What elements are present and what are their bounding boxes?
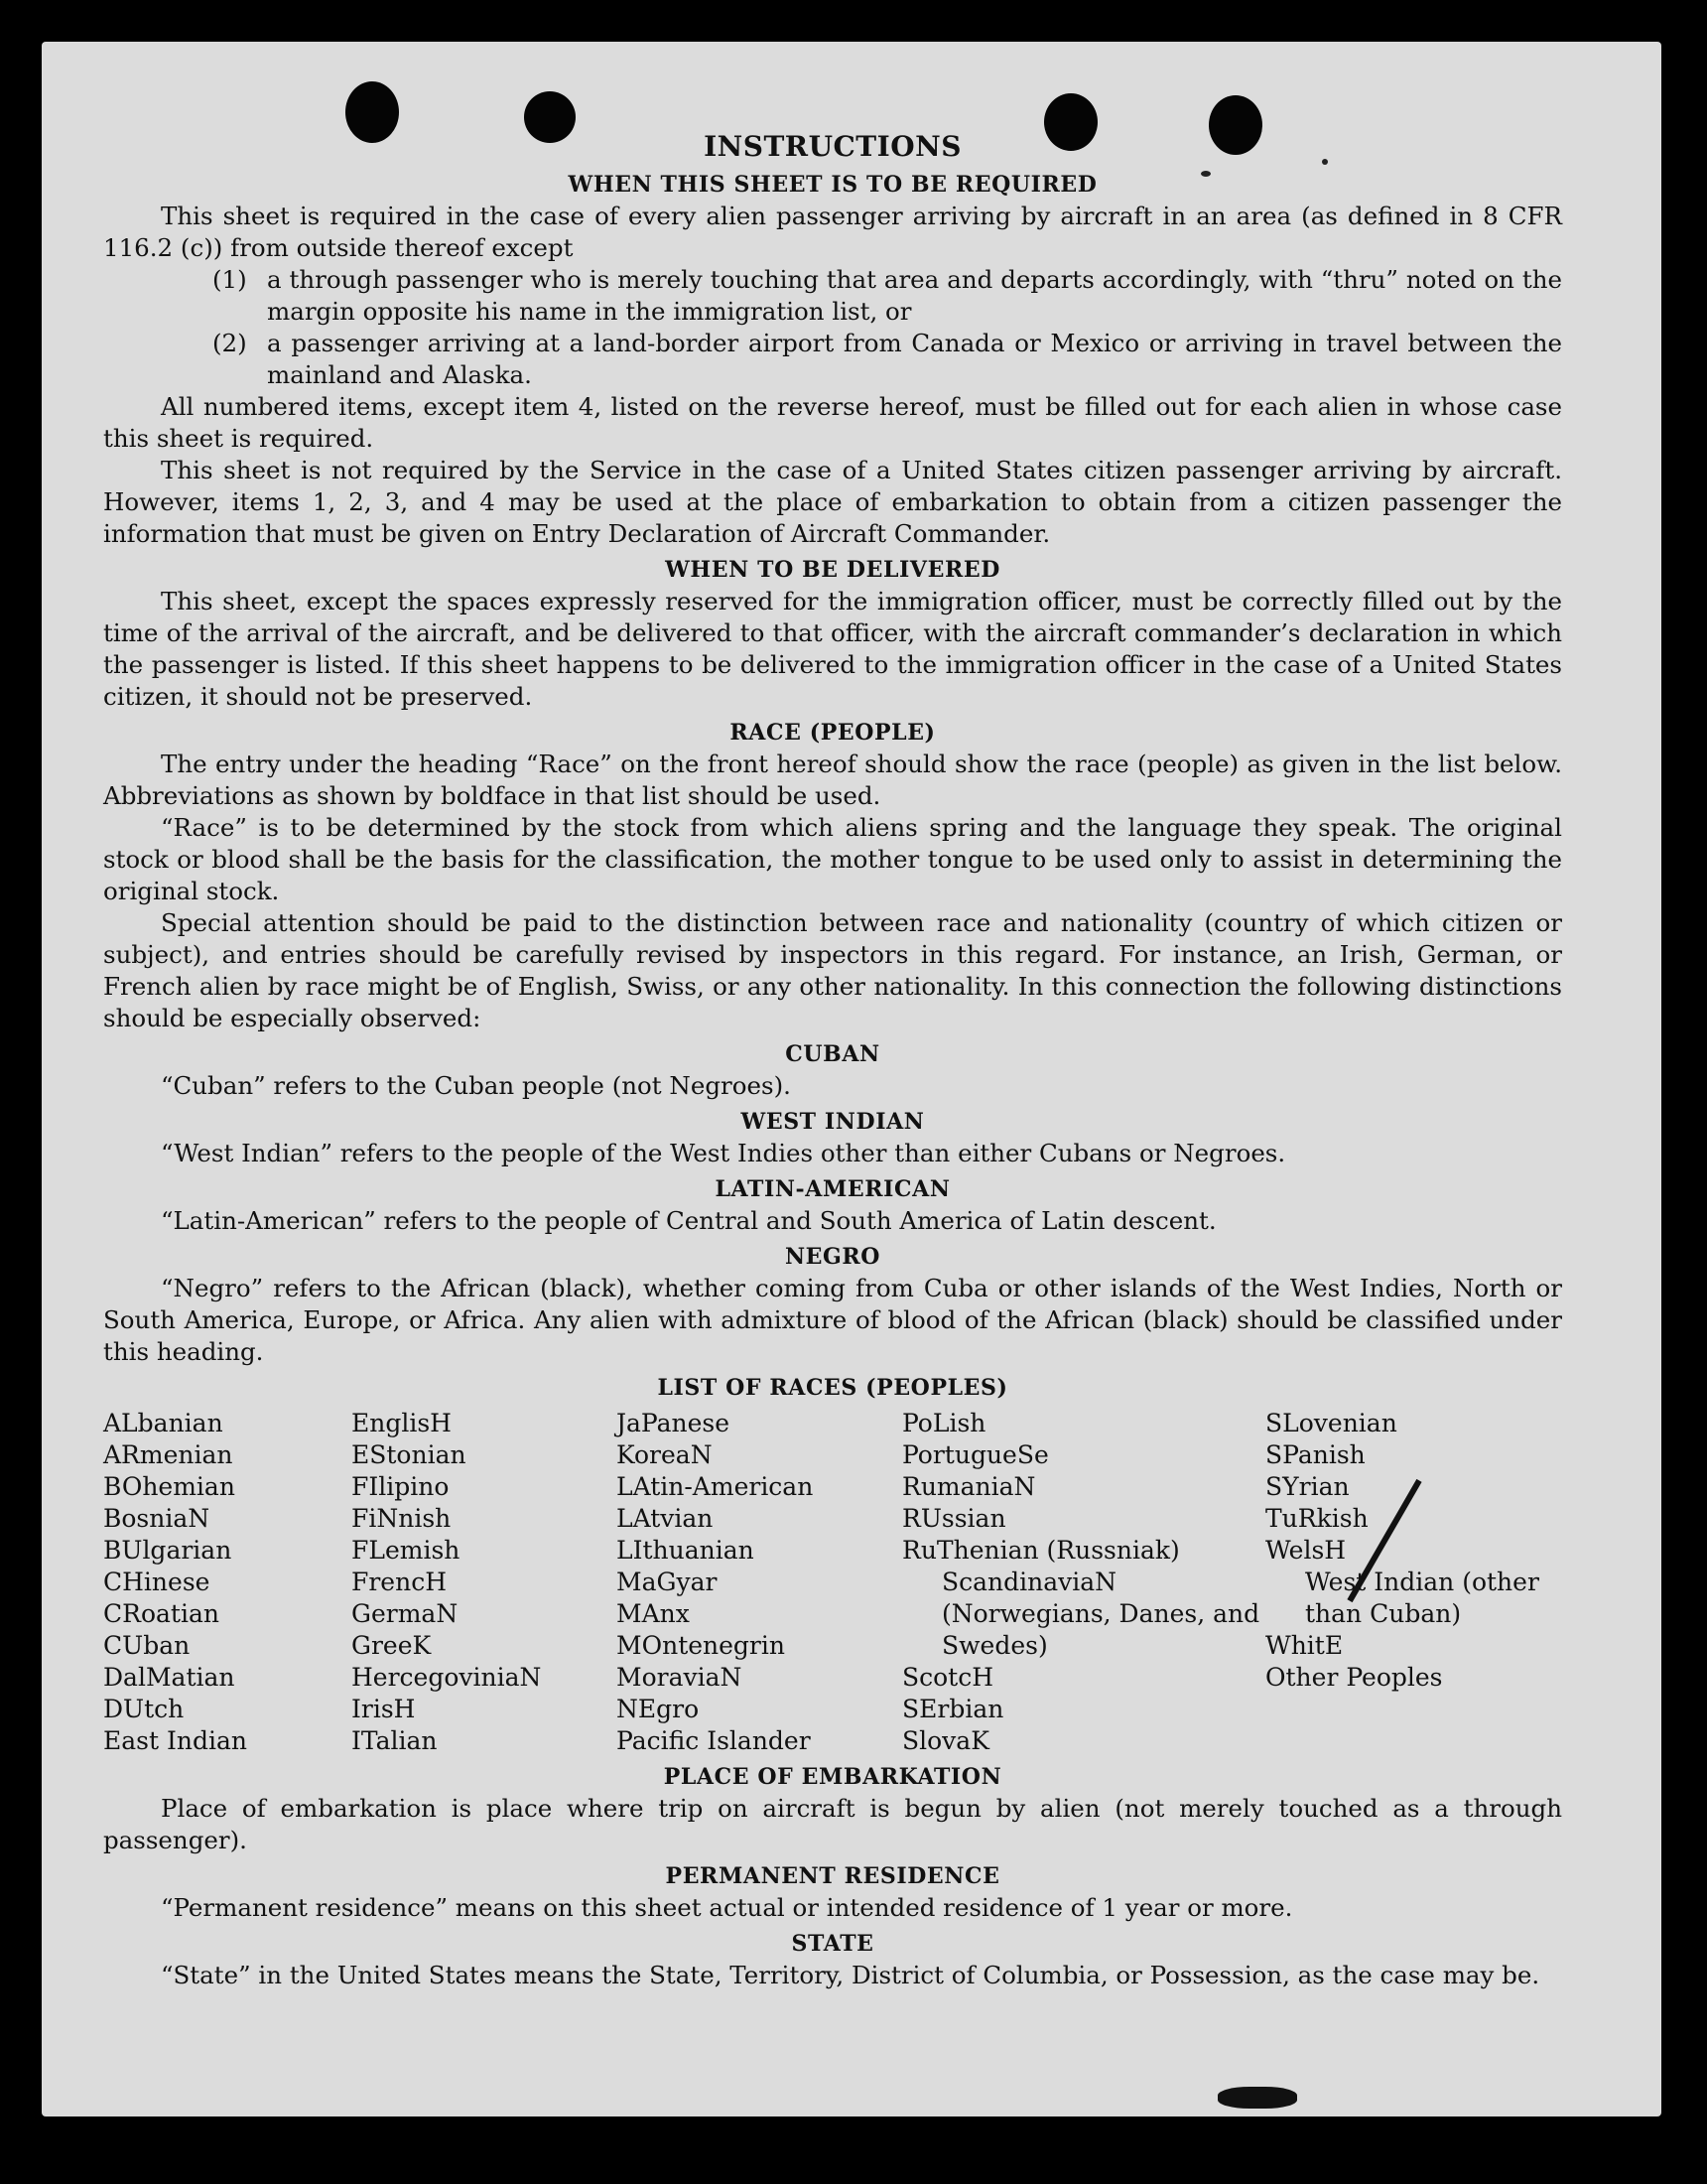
race-list-item: MAnx: [616, 1599, 690, 1628]
race-list-item: FiNnish: [351, 1504, 452, 1533]
race-list-item: LAtvian: [616, 1504, 714, 1533]
race-list: [103, 1408, 1562, 1757]
ink-blot: [1218, 2087, 1297, 2109]
race-list-item: WhitE: [1265, 1631, 1344, 1660]
race-list-item: GermaN: [351, 1599, 459, 1628]
race-list-item: WelsH: [1265, 1536, 1347, 1565]
paragraph: Place of embarkation is place where trip on aircraft is begun by alien (not merely touched as a through passenger).: [103, 1794, 1562, 1854]
paragraph: All numbered items, except item 4, listed on the reverse hereof, must be filled out for each alien in whose case this sheet is required.: [103, 392, 1562, 453]
list-item: (1) a through passenger who is merely touching that area and departs accordingly, with “thru” noted on the margin opposite his name in the immigration list, or: [212, 265, 1562, 326]
race-list-item: MOntenegrin: [616, 1631, 785, 1660]
section-heading-list-of-races: LIST OF RACES (PEOPLES): [657, 1375, 1008, 1401]
race-list-item: ALbanian: [103, 1409, 223, 1437]
race-list-item: BOhemian: [103, 1472, 235, 1501]
race-list-item: ITalian: [351, 1726, 438, 1755]
race-list-item: BosniaN: [103, 1504, 210, 1533]
race-list-item: FIlipino: [351, 1472, 450, 1501]
race-list-item: PoLish: [902, 1409, 986, 1437]
paragraph: “Permanent residence” means on this sheet actual or intended residence of 1 year or more.: [161, 1893, 1293, 1922]
section-heading-delivered: WHEN TO BE DELIVERED: [665, 557, 1000, 583]
race-list-item: GreeK: [351, 1631, 432, 1660]
section-heading-latin-american: LATIN-AMERICAN: [715, 1176, 951, 1202]
race-list-item: CRoatian: [103, 1599, 219, 1628]
race-list-item: East Indian: [103, 1726, 247, 1755]
section-heading-cuban: CUBAN: [785, 1041, 880, 1067]
paragraph: This sheet is required in the case of every alien passenger arriving by aircraft in an area (as defined in 8 CFR 116.2 (c)) from outside thereof except: [103, 202, 1562, 262]
race-list-item: LAtin-American: [616, 1472, 814, 1501]
race-list-item: ARmenian: [103, 1440, 233, 1469]
race-list-item: SLovenian: [1265, 1409, 1397, 1437]
race-list-item: KoreaN: [616, 1440, 713, 1469]
race-list-item: SPanish: [1265, 1440, 1366, 1469]
paragraph: “Latin-American” refers to the people of Central and South America of Latin descent.: [161, 1206, 1217, 1235]
race-list-item: SYrian: [1265, 1472, 1350, 1501]
race-list-item: MaGyar: [616, 1568, 718, 1596]
paragraph: “Negro” refers to the African (black), whether coming from Cuba or other islands of the West Indies, North or South America, Europe, or Africa. Any alien with admixture of blood of the African (black) should be classified under this heading.: [103, 1274, 1562, 1366]
paragraph: “State” in the United States means the State, Territory, District of Columbia, or Possession, as the case may be.: [161, 1961, 1540, 1989]
list-item: (2) a passenger arriving at a land-border airport from Canada or Mexico or arriving in travel between the mainland and Alaska.: [212, 329, 1562, 389]
page-title: INSTRUCTIONS: [704, 130, 962, 163]
instructions-content: [103, 129, 1562, 1991]
race-list-item: EnglisH: [351, 1409, 452, 1437]
paragraph: This sheet, except the spaces expressly reserved for the immigration officer, must be correctly filled out by the time of the arrival of the aircraft, and be delivered to that officer, with the aircraft commander’s declaration in which the passenger is listed. If this sheet happens to be delivered to the immigration officer in the case of a United States citizen, it should not be preserved.: [103, 587, 1562, 711]
section-heading-embarkation: PLACE OF EMBARKATION: [663, 1764, 1002, 1790]
paragraph: This sheet is not required by the Service in the case of a United States citizen passenger arriving by aircraft. However, items 1, 2, 3, and 4 may be used at the place of embarkation to obtain from a citizen passenger the information that must be given on Entry Declaration of Aircraft Commander.: [103, 456, 1562, 548]
race-list-item: NEgro: [616, 1695, 700, 1723]
race-list-item: LIthuanian: [616, 1536, 754, 1565]
race-list-item: EStonian: [351, 1440, 466, 1469]
section-heading-residence: PERMANENT RESIDENCE: [665, 1863, 1000, 1889]
race-list-item: HercegoviniaN: [351, 1663, 542, 1692]
paragraph: “Cuban” refers to the Cuban people (not Negroes).: [161, 1071, 791, 1100]
race-column: [103, 1408, 351, 1757]
section-heading-required: WHEN THIS SHEET IS TO BE REQUIRED: [568, 172, 1098, 198]
race-list-item: RuThenian (Russniak): [902, 1536, 1180, 1565]
race-list-item: PortugueSe: [902, 1440, 1049, 1469]
race-column: [902, 1408, 1265, 1757]
section-heading-race: RACE (PEOPLE): [729, 720, 936, 746]
race-column: [616, 1408, 902, 1757]
race-column: [1265, 1408, 1543, 1757]
paragraph: The entry under the heading “Race” on the front hereof should show the race (people) as given in the list below. Abbreviations as shown by boldface in that list should be used.: [103, 750, 1562, 810]
race-list-item: Pacific Islander: [616, 1726, 811, 1755]
paragraph: Special attention should be paid to the distinction between race and nationality (country of which citizen or subject), and entries should be carefully revised by inspectors in this regard. For instance, an Irish, German, or French alien by race might be of English, Swiss, or any other nationality. In this connection the following distinctions should be especially observed:: [103, 908, 1562, 1032]
race-list-item: CHinese: [103, 1568, 210, 1596]
race-list-item: MoraviaN: [616, 1663, 742, 1692]
race-list-item: RUssian: [902, 1504, 1006, 1533]
race-list-item: ScotcH: [902, 1663, 994, 1692]
race-list-item: DalMatian: [103, 1663, 235, 1692]
race-list-item: JaPanese: [616, 1409, 730, 1437]
paragraph: “West Indian” refers to the people of the West Indies other than either Cubans or Negroes.: [161, 1139, 1286, 1167]
race-list-item: TuRkish: [1265, 1504, 1369, 1533]
race-list-item: Other Peoples: [1265, 1663, 1443, 1692]
section-heading-state: STATE: [791, 1931, 874, 1957]
race-list-item: FLemish: [351, 1536, 460, 1565]
race-list-item: BUlgarian: [103, 1536, 232, 1565]
race-list-item: ScandinaviaN (Norwegians, Danes, and Swedes): [942, 1568, 1260, 1660]
section-heading-negro: NEGRO: [784, 1244, 881, 1270]
race-list-item: CUban: [103, 1631, 191, 1660]
race-list-item: SErbian: [902, 1695, 1004, 1723]
paragraph: “Race” is to be determined by the stock from which aliens spring and the language they speak. The original stock or blood shall be the basis for the classification, the mother tongue to be used only to assist in determining the original stock.: [103, 813, 1562, 905]
race-list-item: West Indian (other than Cuban): [1305, 1568, 1539, 1628]
race-list-item: SlovaK: [902, 1726, 989, 1755]
section-heading-west-indian: WEST INDIAN: [740, 1109, 925, 1135]
race-list-item: FrencH: [351, 1568, 447, 1596]
race-list-item: IrisH: [351, 1695, 416, 1723]
race-list-item: DUtch: [103, 1695, 185, 1723]
race-list-item: RumaniaN: [902, 1472, 1036, 1501]
race-column: [351, 1408, 616, 1757]
